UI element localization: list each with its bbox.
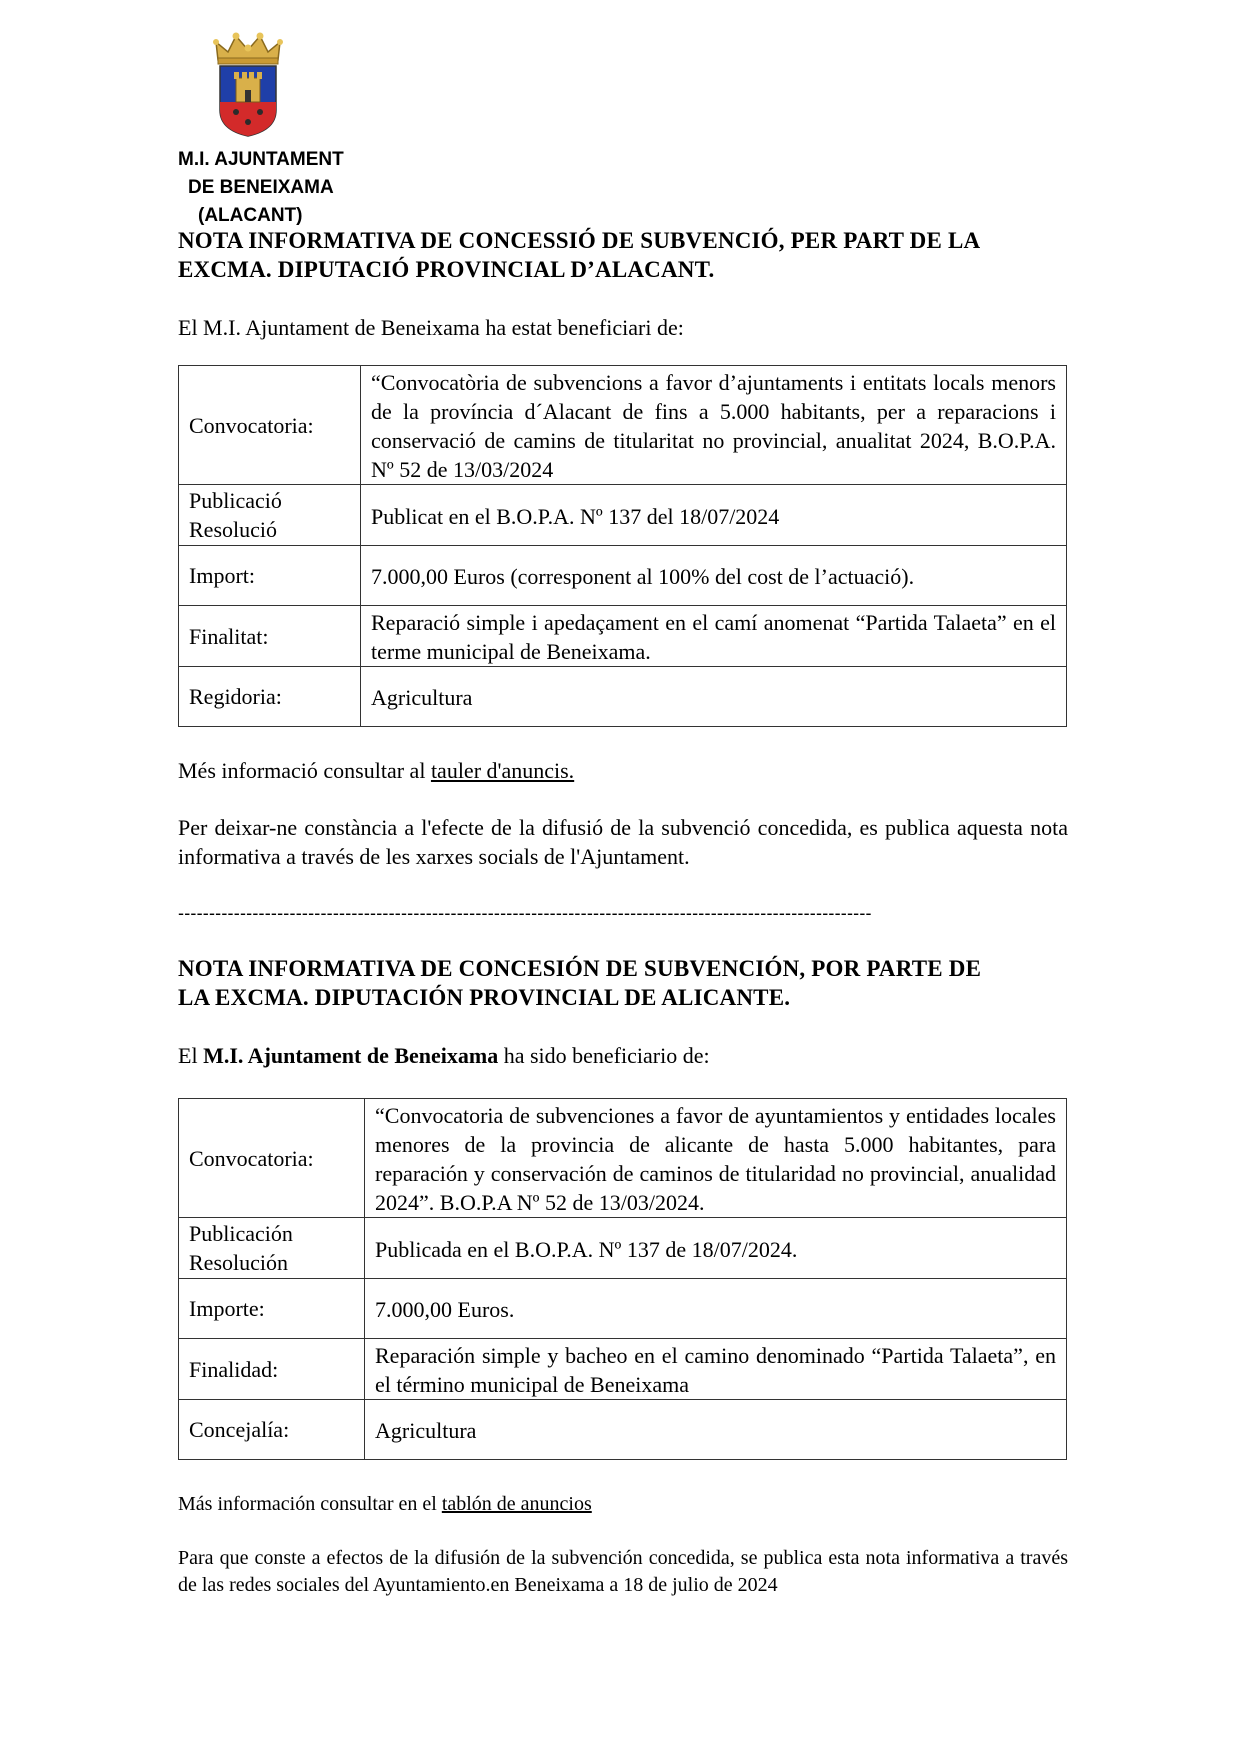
table-row	[179, 485, 1067, 546]
section-separator: ----------------------------------------------------------------------------------------------------------------	[178, 903, 872, 923]
row-label: Publicació Resolució	[179, 485, 361, 546]
spanish-more-info	[178, 1490, 1068, 1519]
title-line: LA EXCMA. DIPUTACIÓN PROVINCIAL DE ALICANTE.	[178, 985, 791, 1010]
municipal-crest-logo	[208, 30, 288, 140]
valencian-info-table	[178, 365, 1067, 727]
spanish-info-table	[178, 1098, 1067, 1460]
table-row	[179, 667, 1067, 727]
valencian-intro: El M.I. Ajuntament de Beneixama ha estat beneficiari de:	[178, 315, 684, 340]
row-value: Publicada en el B.O.P.A. Nº 137 de 18/07/2024.	[365, 1218, 1067, 1279]
spanish-intro	[178, 1041, 1068, 1070]
row-label: Convocatoria:	[179, 366, 361, 485]
spanish-title	[178, 954, 1068, 1012]
row-label: Publicación Resolución	[179, 1218, 365, 1279]
title-line: EXCMA. DIPUTACIÓ PROVINCIAL D’ALACANT.	[178, 257, 715, 282]
row-label: Convocatoria:	[179, 1099, 365, 1218]
table-row	[179, 1218, 1067, 1279]
notice-board-link[interactable]: tauler d'anuncis.	[430, 758, 575, 783]
table-row	[179, 546, 1067, 606]
row-value: Agricultura	[361, 667, 1067, 727]
intro-bold-org: M.I. Ajuntament de Beneixama	[203, 1043, 499, 1068]
row-value: Reparació simple i apedaçament en el camí anomenat “Partida Talaeta” en el terme municipal de Beneixama.	[361, 606, 1067, 667]
table-row	[179, 1339, 1067, 1400]
org-line: M.I. AJUNTAMENT	[178, 149, 344, 170]
row-value: Agricultura	[365, 1400, 1067, 1460]
organization-name	[178, 146, 378, 230]
row-label: Concejalía:	[179, 1400, 365, 1460]
valencian-title	[178, 226, 1068, 284]
row-value: “Convocatoria de subvenciones a favor de ayuntamientos y entidades locales menores de la provincia de alicante de hasta 5.000 habitantes, para reparación y conservación de caminos de titularidad no provincial, anualidad 2024”. B.O.P.A Nº 52 de 13/03/2024.	[365, 1099, 1067, 1218]
row-value: 7.000,00 Euros (corresponent al 100% del cost de l’actuació).	[361, 546, 1067, 606]
intro-text: ha sido beneficiario de:	[498, 1043, 710, 1068]
row-label: Regidoria:	[179, 667, 361, 727]
row-label: Finalitat:	[179, 606, 361, 667]
spanish-closing: Para que conste a efectos de la difusión de la subvención concedida, se publica esta nota informativa a través de las redes sociales del Ayuntamiento.en Beneixama a 18 de julio de 2024	[178, 1547, 1068, 1596]
row-value: “Convocatòria de subvencions a favor d’ajuntaments i entitats locals menors de la província d´Alacant de fins a 5.000 habitants, per a reparacions i conservació de camins de titularitat no provincial, anualitat 2024, B.O.P.A. Nº 52 de 13/03/2024	[361, 366, 1067, 485]
table-row	[179, 366, 1067, 485]
title-line: NOTA INFORMATIVA DE CONCESIÓN DE SUBVENCIÓN, POR PARTE DE	[178, 956, 982, 981]
valencian-more-info	[178, 756, 1068, 785]
valencian-closing: Per deixar-ne constància a l'efecte de la difusió de la subvenció concedida, es publica aquesta nota informativa a través de les xarxes socials de l'Ajuntament.	[178, 815, 1068, 869]
more-info-text: Més informació consultar al	[178, 758, 431, 783]
row-label: Finalidad:	[179, 1339, 365, 1400]
org-line: DE BENEIXAMA	[188, 177, 334, 198]
table-row	[179, 1279, 1067, 1339]
table-row	[179, 1099, 1067, 1218]
table-row	[179, 1400, 1067, 1460]
intro-text: El	[178, 1043, 204, 1068]
row-value: 7.000,00 Euros.	[365, 1279, 1067, 1339]
more-info-text: Más información consultar en el	[178, 1493, 442, 1515]
row-label: Importe:	[179, 1279, 365, 1339]
row-label: Import:	[179, 546, 361, 606]
notice-board-link[interactable]: tablón de anuncios	[441, 1493, 592, 1515]
row-value: Reparación simple y bacheo en el camino denominado “Partida Talaeta”, en el término municipal de Beneixama	[365, 1339, 1067, 1400]
row-value: Publicat en el B.O.P.A. Nº 137 del 18/07/2024	[361, 485, 1067, 546]
title-line: NOTA INFORMATIVA DE CONCESSIÓ DE SUBVENCIÓ, PER PART DE LA	[178, 228, 981, 253]
table-row	[179, 606, 1067, 667]
org-line: (ALACANT)	[198, 205, 303, 226]
